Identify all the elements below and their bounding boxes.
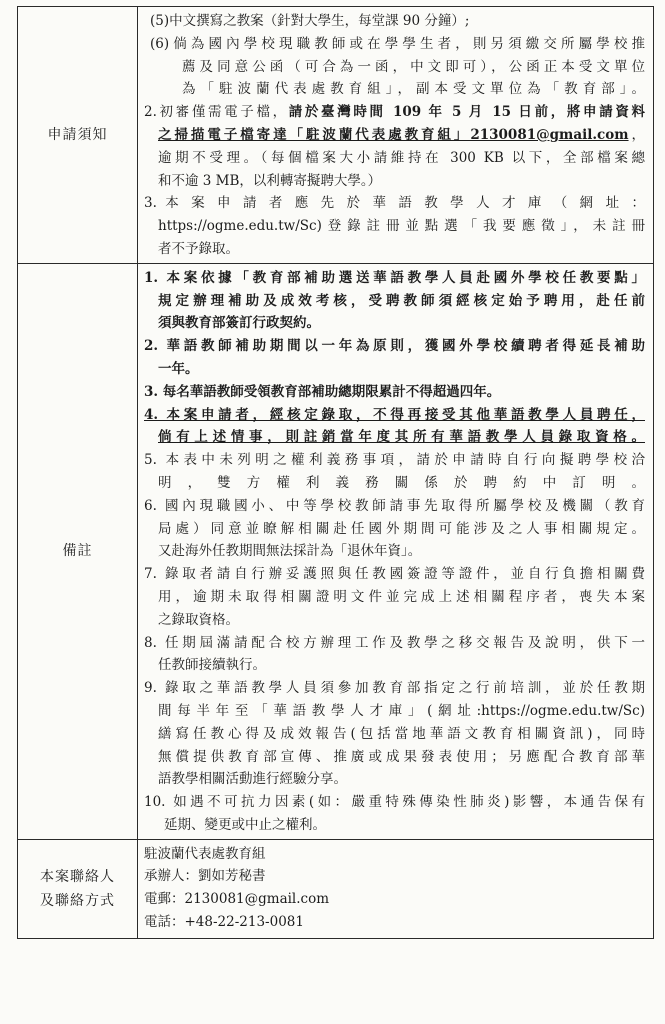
text-segment: https://ogme.edu.tw/Sc)登錄註冊並點選「我要應徵」，未註冊 xyxy=(158,218,645,235)
text-line xyxy=(144,495,645,518)
section-label xyxy=(18,263,138,839)
text-segment: 10. 如遇不可抗力因素(如：嚴重特殊傳染性肺炎)影響，本通告保有 xyxy=(144,794,645,811)
text-line xyxy=(144,472,645,495)
text-segment: 繕寫任教心得及成效報告(包括當地華語文教育相關資訊)，同時 xyxy=(158,725,645,742)
text-line xyxy=(144,654,645,677)
text-line xyxy=(144,335,645,358)
section-content xyxy=(138,839,654,938)
text-line xyxy=(144,746,645,769)
text-segment: 明，雙方權利義務關係於聘約中訂明。 xyxy=(158,474,645,491)
text-segment: (6)倘為國內學校現職教師或在學學生者，則另須繳交所屬學校推 xyxy=(150,35,645,52)
text-line xyxy=(144,238,645,261)
text-segment: 規定辦理補助及成效考核，受聘教師須經核定始予聘用，赴任前 xyxy=(158,292,645,309)
application-notes-row xyxy=(18,7,654,264)
section-content xyxy=(138,263,654,839)
text-line xyxy=(144,101,645,124)
text-segment: 之錄取資格。 xyxy=(158,611,239,628)
text-line xyxy=(144,791,645,814)
text-segment: 電話：+48-22-213-0081 xyxy=(144,914,304,931)
text-line xyxy=(144,312,645,335)
text-segment: 任教師接續執行。 xyxy=(158,657,266,674)
text-segment: 3. 本 案 申 請 者 應 先 於 華 語 教 學 人 才 庫 （ 網 址 ： xyxy=(144,195,645,212)
text-line xyxy=(144,381,645,404)
text-segment: 2. 華語教師補助期間以一年為原則，獲國外學校續聘者得延長補助 xyxy=(144,338,645,355)
text-segment: 4. 本案申請者，經核定錄取，不得再接受其他華語教學人員聘任， xyxy=(144,406,645,423)
text-segment: 一年。 xyxy=(158,360,199,377)
text-line xyxy=(144,632,645,655)
text-segment: 1. 本案依據「教育部補助選送華語教學人員赴國外學校任教要點」 xyxy=(144,269,645,286)
text-segment: 間每半年至「華語教學人才庫」(網址:https://ogme.edu.tw/Sc) xyxy=(158,702,645,719)
remarks-row xyxy=(18,263,654,839)
text-segment: 駐波蘭代表處教育組 xyxy=(144,845,266,862)
text-segment: 5. 本表中未列明之權利義務事項，請於申請時自行向擬聘學校洽 xyxy=(144,452,645,469)
text-line xyxy=(144,33,645,56)
text-line xyxy=(144,843,645,866)
text-line xyxy=(144,586,645,609)
text-segment: 倘有上述情事，則註銷當年度其所有華語教學人員錄取資格。 xyxy=(158,429,645,446)
text-line xyxy=(144,768,645,791)
text-line xyxy=(144,700,645,723)
text-segment: 承辦人：劉如芳秘書 xyxy=(144,868,266,885)
text-segment: 須與教育部簽訂行政契約。 xyxy=(158,315,320,332)
text-line xyxy=(144,78,645,101)
text-line xyxy=(144,563,645,586)
text-segment: 又赴海外任教期間無法採計為「退休年資」。 xyxy=(158,543,422,560)
text-line xyxy=(144,609,645,632)
text-segment: 8. 任期屆滿請配合校方辦理工作及教學之移交報告及說明，供下一 xyxy=(144,634,645,651)
section-label xyxy=(18,7,138,264)
text-segment: 2.初審僅需電子檔， xyxy=(144,104,289,121)
text-line xyxy=(144,404,645,427)
text-line xyxy=(144,358,645,381)
text-line xyxy=(144,124,645,147)
contact-row xyxy=(18,839,654,938)
text-line xyxy=(144,723,645,746)
text-line xyxy=(144,426,645,449)
text-segment: 請於臺灣時間 109 年 5 月 15 日前，將申請資料 xyxy=(288,104,645,121)
text-line xyxy=(144,540,645,563)
section-label-text: 備註 xyxy=(62,543,93,560)
text-segment: ， xyxy=(628,126,645,143)
section-label xyxy=(18,839,138,938)
text-segment: 薦及同意公函（可合為一函，中文即可），公函正本受文單位 xyxy=(182,58,645,75)
application-notes-table xyxy=(17,6,654,939)
text-segment: 用，逾期未取得相關證明文件並完成上述相關程序者，喪失本案 xyxy=(158,588,645,605)
text-line xyxy=(144,518,645,541)
text-line xyxy=(144,888,645,911)
text-line xyxy=(144,267,645,290)
text-segment: 和不逾 3 MB，以利轉寄擬聘大學。） xyxy=(158,172,382,189)
text-segment: 6. 國內現職國小、中等學校教師請事先取得所屬學校及機關（教育 xyxy=(144,497,645,514)
text-line xyxy=(144,449,645,472)
text-segment: 電郵：2130081@gmail.com xyxy=(144,891,330,908)
text-line xyxy=(144,56,645,79)
text-line xyxy=(144,192,645,215)
text-line xyxy=(144,10,645,33)
text-line xyxy=(144,215,645,238)
text-segment: 3. 每名華語教師受領教育部補助總期限累計不得超過四年。 xyxy=(144,383,501,400)
section-label-text: 申請須知 xyxy=(47,126,108,143)
text-segment: 語教學相關活動進行經驗分享。 xyxy=(158,771,347,788)
text-line xyxy=(144,865,645,888)
text-line xyxy=(144,911,645,934)
section-content xyxy=(138,7,654,264)
text-line xyxy=(144,677,645,700)
text-segment: 者不予錄取。 xyxy=(158,240,239,257)
text-segment: 無償提供教育部宣傳、推廣或成果發表使用；另應配合教育部華 xyxy=(158,748,645,765)
text-segment: 9. 錄取之華語教學人員須參加教育部指定之行前培訓，並於任教期 xyxy=(144,680,645,697)
text-segment: 局處）同意並瞭解相關赴任國外期間可能涉及之人事相關規定。 xyxy=(158,520,645,537)
section-label-text: 本案聯絡人 xyxy=(40,868,115,885)
text-segment: 7. 錄取者請自行辦妥護照與任教國簽證等證件，並自行負擔相關費 xyxy=(144,566,645,583)
text-segment: (5)中文撰寫之教案（針對大學生，每堂課 90 分鐘）; xyxy=(150,13,470,29)
text-line xyxy=(144,290,645,313)
text-segment: 逾期不受理。（每個檔案大小請維持在 300 KB 以下，全部檔案總 xyxy=(158,149,645,166)
text-line xyxy=(144,170,645,193)
text-line xyxy=(144,147,645,170)
text-line xyxy=(144,814,645,837)
section-label-text: 及聯絡方式 xyxy=(40,892,115,909)
text-segment: 為「駐波蘭代表處教育組」，副本受文單位為「教育部」。 xyxy=(182,81,645,98)
text-segment: 延期、變更或中止之權利。 xyxy=(164,816,326,833)
text-segment: 之掃描電子檔寄達「駐波蘭代表處教育組」2130081@gmail.com xyxy=(158,126,629,143)
